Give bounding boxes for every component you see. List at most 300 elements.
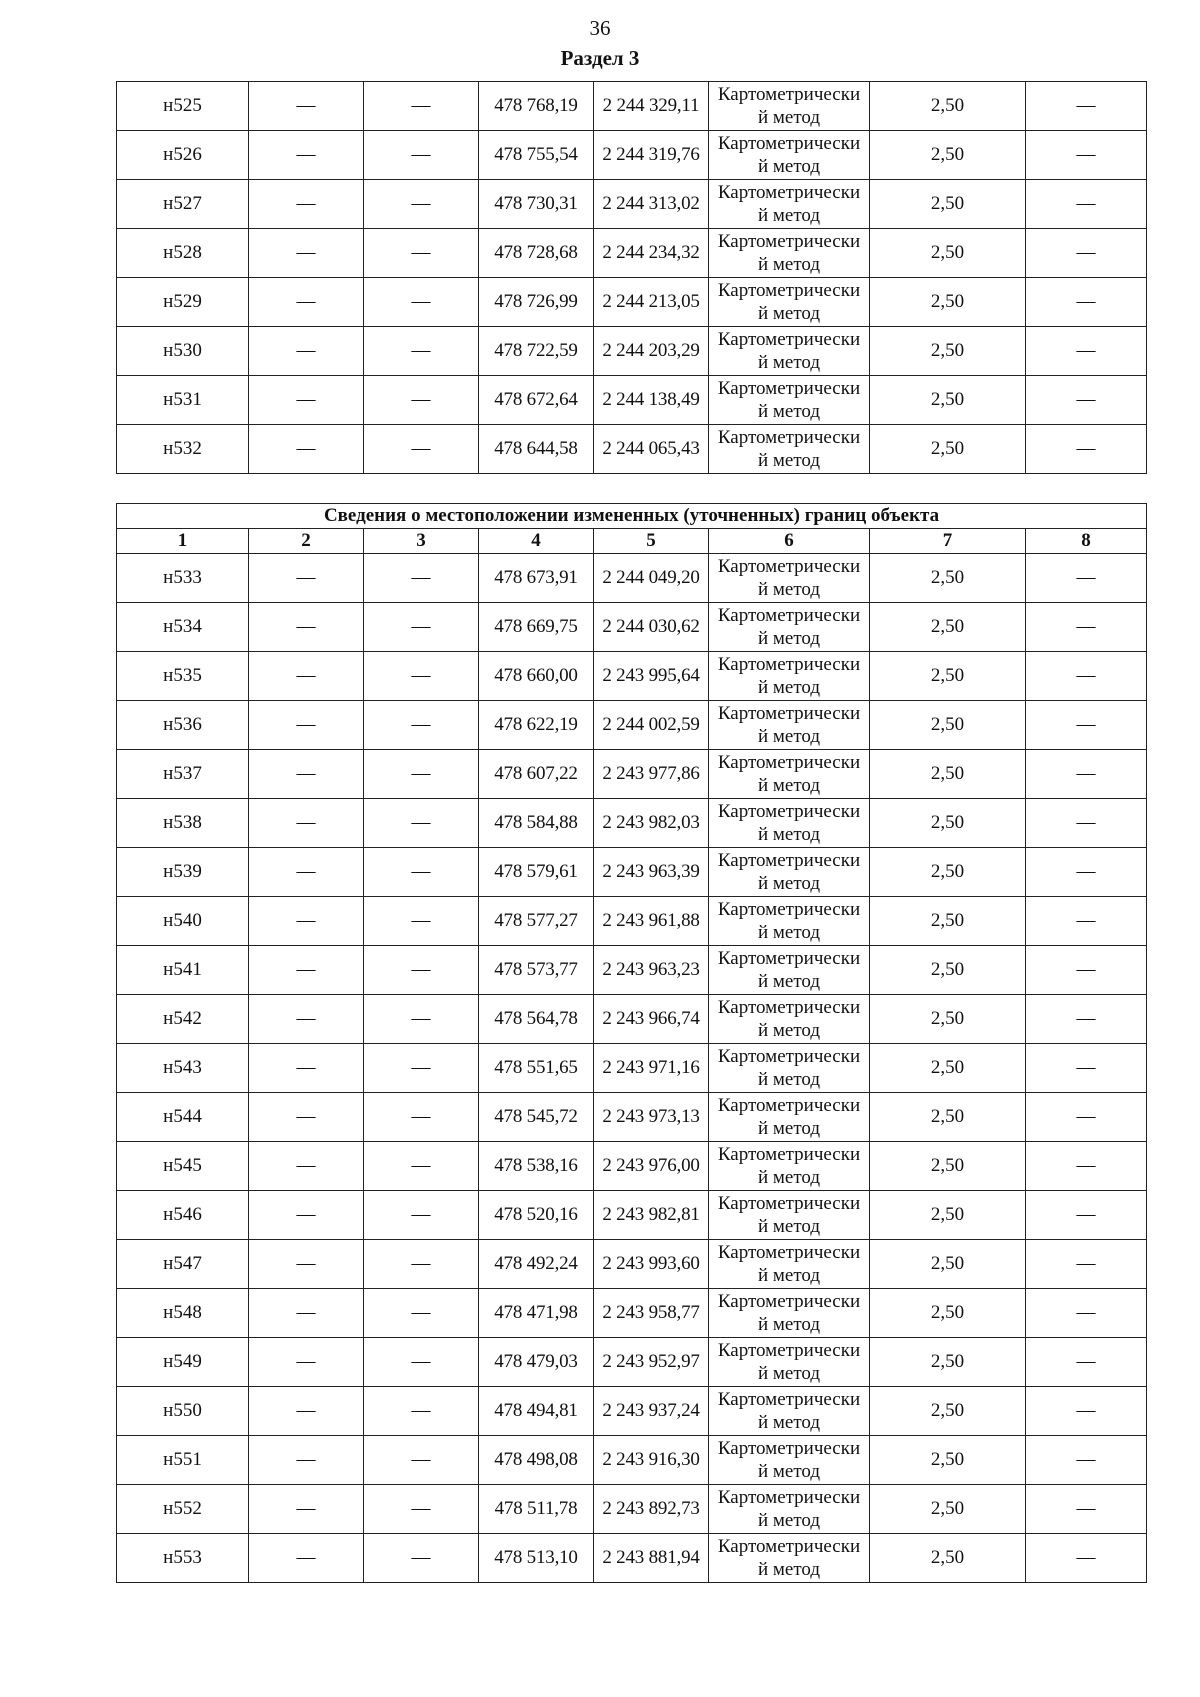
- table-row: [117, 180, 1147, 229]
- method-cell: [709, 652, 870, 701]
- col8-cell: —: [1026, 799, 1147, 848]
- method-line: Картометрически: [717, 1144, 861, 1165]
- method-cell: [709, 376, 870, 425]
- accuracy-cell: 2,50: [870, 327, 1026, 376]
- col3-cell: —: [364, 278, 479, 327]
- col2-cell: —: [249, 82, 364, 131]
- col8-cell: —: [1026, 180, 1147, 229]
- accuracy-cell: 2,50: [870, 652, 1026, 701]
- accuracy-cell: 2,50: [870, 1436, 1026, 1485]
- y-coordinate-cell: 2 244 138,49: [594, 376, 709, 425]
- y-coordinate-cell: 2 243 966,74: [594, 995, 709, 1044]
- column-number-header: 6: [709, 529, 870, 554]
- method-cell: [709, 229, 870, 278]
- table-row: [117, 376, 1147, 425]
- col8-cell: —: [1026, 1044, 1147, 1093]
- table-row: [117, 750, 1147, 799]
- accuracy-cell: 2,50: [870, 897, 1026, 946]
- col8-cell: —: [1026, 376, 1147, 425]
- point-cell: н548: [117, 1289, 249, 1338]
- col3-cell: —: [364, 1338, 479, 1387]
- method-line: й метод: [757, 1559, 821, 1580]
- y-coordinate-cell: 2 243 973,13: [594, 1093, 709, 1142]
- method-cell: [709, 131, 870, 180]
- method-line: й метод: [757, 1510, 821, 1531]
- table-row: [117, 848, 1147, 897]
- x-coordinate-cell: 478 728,68: [479, 229, 594, 278]
- col3-cell: —: [364, 1093, 479, 1142]
- method-line: й метод: [757, 922, 821, 943]
- col3-cell: —: [364, 946, 479, 995]
- col3-cell: —: [364, 1485, 479, 1534]
- col8-cell: —: [1026, 82, 1147, 131]
- col2-cell: —: [249, 897, 364, 946]
- col2-cell: —: [249, 278, 364, 327]
- accuracy-cell: 2,50: [870, 1534, 1026, 1583]
- table-row: [117, 799, 1147, 848]
- x-coordinate-cell: 478 768,19: [479, 82, 594, 131]
- accuracy-cell: 2,50: [870, 1142, 1026, 1191]
- method-line: й метод: [757, 1167, 821, 1188]
- table-row: [117, 82, 1147, 131]
- x-coordinate-cell: 478 622,19: [479, 701, 594, 750]
- accuracy-cell: 2,50: [870, 1093, 1026, 1142]
- table-row: [117, 995, 1147, 1044]
- method-line: Картометрически: [717, 182, 861, 203]
- section-title: Раздел 3: [560, 46, 640, 70]
- col2-cell: —: [249, 229, 364, 278]
- method-line: Картометрически: [717, 1291, 861, 1312]
- method-line: Картометрически: [717, 1340, 861, 1361]
- col8-cell: —: [1026, 229, 1147, 278]
- method-line: й метод: [757, 1265, 821, 1286]
- col3-cell: —: [364, 82, 479, 131]
- table-row: [117, 131, 1147, 180]
- col2-cell: —: [249, 946, 364, 995]
- method-line: Картометрически: [717, 654, 861, 675]
- method-line: й метод: [757, 254, 821, 275]
- method-line: Картометрически: [717, 133, 861, 154]
- table-row: [117, 946, 1147, 995]
- method-line: й метод: [757, 156, 821, 177]
- method-line: й метод: [757, 677, 821, 698]
- method-cell: [709, 799, 870, 848]
- table-row: [117, 897, 1147, 946]
- y-coordinate-cell: 2 244 049,20: [594, 554, 709, 603]
- x-coordinate-cell: 478 494,81: [479, 1387, 594, 1436]
- method-line: й метод: [757, 205, 821, 226]
- method-cell: [709, 701, 870, 750]
- method-line: й метод: [757, 726, 821, 747]
- point-cell: н532: [117, 425, 249, 474]
- col2-cell: —: [249, 1534, 364, 1583]
- col2-cell: —: [249, 1191, 364, 1240]
- point-cell: н540: [117, 897, 249, 946]
- y-coordinate-cell: 2 243 982,03: [594, 799, 709, 848]
- col2-cell: —: [249, 1240, 364, 1289]
- method-line: й метод: [757, 971, 821, 992]
- col8-cell: —: [1026, 995, 1147, 1044]
- table-body: [117, 82, 1147, 474]
- method-line: й метод: [757, 775, 821, 796]
- method-line: й метод: [757, 303, 821, 324]
- x-coordinate-cell: 478 579,61: [479, 848, 594, 897]
- x-coordinate-cell: 478 755,54: [479, 131, 594, 180]
- y-coordinate-cell: 2 244 329,11: [594, 82, 709, 131]
- method-cell: [709, 995, 870, 1044]
- accuracy-cell: 2,50: [870, 946, 1026, 995]
- method-cell: [709, 1485, 870, 1534]
- method-line: й метод: [757, 352, 821, 373]
- x-coordinate-cell: 478 577,27: [479, 897, 594, 946]
- method-cell: [709, 1338, 870, 1387]
- col3-cell: —: [364, 995, 479, 1044]
- col8-cell: —: [1026, 701, 1147, 750]
- method-cell: [709, 327, 870, 376]
- col8-cell: —: [1026, 1387, 1147, 1436]
- x-coordinate-cell: 478 479,03: [479, 1338, 594, 1387]
- method-line: й метод: [757, 628, 821, 649]
- x-coordinate-cell: 478 673,91: [479, 554, 594, 603]
- col8-cell: —: [1026, 750, 1147, 799]
- method-line: Картометрически: [717, 1095, 861, 1116]
- y-coordinate-cell: 2 244 002,59: [594, 701, 709, 750]
- y-coordinate-cell: 2 243 961,88: [594, 897, 709, 946]
- coordinates-table-continued: [116, 81, 1147, 474]
- col3-cell: —: [364, 376, 479, 425]
- accuracy-cell: 2,50: [870, 1289, 1026, 1338]
- col2-cell: —: [249, 554, 364, 603]
- point-cell: н543: [117, 1044, 249, 1093]
- method-line: Картометрически: [717, 1242, 861, 1263]
- table-row: [117, 701, 1147, 750]
- method-line: й метод: [757, 1461, 821, 1482]
- page-number: 36: [589, 16, 611, 40]
- col3-cell: —: [364, 131, 479, 180]
- col8-cell: —: [1026, 848, 1147, 897]
- y-coordinate-cell: 2 243 995,64: [594, 652, 709, 701]
- x-coordinate-cell: 478 607,22: [479, 750, 594, 799]
- table-row: [117, 229, 1147, 278]
- table-body: [117, 554, 1147, 1583]
- point-cell: н534: [117, 603, 249, 652]
- col3-cell: —: [364, 897, 479, 946]
- col2-cell: —: [249, 652, 364, 701]
- col2-cell: —: [249, 327, 364, 376]
- method-line: й метод: [757, 1363, 821, 1384]
- method-cell: [709, 1534, 870, 1583]
- method-line: й метод: [757, 1020, 821, 1041]
- method-line: Картометрически: [717, 378, 861, 399]
- accuracy-cell: 2,50: [870, 848, 1026, 897]
- method-cell: [709, 1093, 870, 1142]
- point-cell: н544: [117, 1093, 249, 1142]
- method-line: Картометрически: [717, 1193, 861, 1214]
- col2-cell: —: [249, 180, 364, 229]
- point-cell: н531: [117, 376, 249, 425]
- point-cell: н525: [117, 82, 249, 131]
- col8-cell: —: [1026, 554, 1147, 603]
- col3-cell: —: [364, 425, 479, 474]
- x-coordinate-cell: 478 492,24: [479, 1240, 594, 1289]
- col3-cell: —: [364, 603, 479, 652]
- y-coordinate-cell: 2 244 213,05: [594, 278, 709, 327]
- method-line: й метод: [757, 1118, 821, 1139]
- method-line: Картометрически: [717, 752, 861, 773]
- y-coordinate-cell: 2 243 963,39: [594, 848, 709, 897]
- accuracy-cell: 2,50: [870, 229, 1026, 278]
- method-line: й метод: [757, 107, 821, 128]
- col8-cell: —: [1026, 327, 1147, 376]
- col8-cell: —: [1026, 897, 1147, 946]
- y-coordinate-cell: 2 243 892,73: [594, 1485, 709, 1534]
- point-cell: н526: [117, 131, 249, 180]
- method-line: Картометрически: [717, 556, 861, 577]
- table-row: [117, 1534, 1147, 1583]
- accuracy-cell: 2,50: [870, 131, 1026, 180]
- y-coordinate-cell: 2 243 958,77: [594, 1289, 709, 1338]
- column-number-header: 1: [117, 529, 249, 554]
- method-cell: [709, 1387, 870, 1436]
- method-cell: [709, 180, 870, 229]
- col3-cell: —: [364, 848, 479, 897]
- changed-boundaries-table: [116, 503, 1147, 1583]
- accuracy-cell: 2,50: [870, 1338, 1026, 1387]
- accuracy-cell: 2,50: [870, 750, 1026, 799]
- table-row: [117, 1142, 1147, 1191]
- col2-cell: —: [249, 1289, 364, 1338]
- x-coordinate-cell: 478 471,98: [479, 1289, 594, 1338]
- accuracy-cell: 2,50: [870, 82, 1026, 131]
- col2-cell: —: [249, 1093, 364, 1142]
- table-row: [117, 1191, 1147, 1240]
- method-line: Картометрически: [717, 280, 861, 301]
- column-number-row: [117, 529, 1147, 554]
- accuracy-cell: 2,50: [870, 376, 1026, 425]
- col2-cell: —: [249, 1485, 364, 1534]
- table-row: [117, 1338, 1147, 1387]
- x-coordinate-cell: 478 672,64: [479, 376, 594, 425]
- table-row: [117, 1387, 1147, 1436]
- method-line: Картометрически: [717, 801, 861, 822]
- method-cell: [709, 1044, 870, 1093]
- col2-cell: —: [249, 750, 364, 799]
- method-line: Картометрически: [717, 703, 861, 724]
- accuracy-cell: 2,50: [870, 1387, 1026, 1436]
- y-coordinate-cell: 2 244 065,43: [594, 425, 709, 474]
- table-row: [117, 1240, 1147, 1289]
- col2-cell: —: [249, 131, 364, 180]
- point-cell: н553: [117, 1534, 249, 1583]
- accuracy-cell: 2,50: [870, 1191, 1026, 1240]
- point-cell: н535: [117, 652, 249, 701]
- x-coordinate-cell: 478 584,88: [479, 799, 594, 848]
- method-cell: [709, 1289, 870, 1338]
- method-cell: [709, 1191, 870, 1240]
- col2-cell: —: [249, 701, 364, 750]
- x-coordinate-cell: 478 573,77: [479, 946, 594, 995]
- x-coordinate-cell: 478 538,16: [479, 1142, 594, 1191]
- accuracy-cell: 2,50: [870, 554, 1026, 603]
- method-line: Картометрически: [717, 1046, 861, 1067]
- method-line: й метод: [757, 1314, 821, 1335]
- accuracy-cell: 2,50: [870, 701, 1026, 750]
- accuracy-cell: 2,50: [870, 1240, 1026, 1289]
- point-cell: н547: [117, 1240, 249, 1289]
- accuracy-cell: 2,50: [870, 180, 1026, 229]
- column-number-header: 5: [594, 529, 709, 554]
- method-line: Картометрически: [717, 1536, 861, 1557]
- col3-cell: —: [364, 1387, 479, 1436]
- col3-cell: —: [364, 327, 479, 376]
- method-line: Картометрически: [717, 899, 861, 920]
- table-row: [117, 554, 1147, 603]
- table-caption-row: [117, 504, 1147, 529]
- point-cell: н533: [117, 554, 249, 603]
- y-coordinate-cell: 2 243 952,97: [594, 1338, 709, 1387]
- x-coordinate-cell: 478 551,65: [479, 1044, 594, 1093]
- y-coordinate-cell: 2 243 976,00: [594, 1142, 709, 1191]
- method-line: Картометрически: [717, 329, 861, 350]
- y-coordinate-cell: 2 244 313,02: [594, 180, 709, 229]
- point-cell: н539: [117, 848, 249, 897]
- table-row: [117, 652, 1147, 701]
- col3-cell: —: [364, 229, 479, 278]
- point-cell: н550: [117, 1387, 249, 1436]
- col2-cell: —: [249, 1436, 364, 1485]
- x-coordinate-cell: 478 660,00: [479, 652, 594, 701]
- col8-cell: —: [1026, 1093, 1147, 1142]
- method-cell: [709, 946, 870, 995]
- x-coordinate-cell: 478 722,59: [479, 327, 594, 376]
- col8-cell: —: [1026, 946, 1147, 995]
- col2-cell: —: [249, 425, 364, 474]
- method-line: Картометрически: [717, 997, 861, 1018]
- col2-cell: —: [249, 1142, 364, 1191]
- col8-cell: —: [1026, 425, 1147, 474]
- table-row: [117, 1093, 1147, 1142]
- point-cell: н538: [117, 799, 249, 848]
- method-line: Картометрически: [717, 850, 861, 871]
- col8-cell: —: [1026, 652, 1147, 701]
- method-cell: [709, 897, 870, 946]
- col3-cell: —: [364, 701, 479, 750]
- point-cell: н536: [117, 701, 249, 750]
- point-cell: н528: [117, 229, 249, 278]
- col8-cell: —: [1026, 1289, 1147, 1338]
- col8-cell: —: [1026, 1142, 1147, 1191]
- col3-cell: —: [364, 1240, 479, 1289]
- method-cell: [709, 750, 870, 799]
- accuracy-cell: 2,50: [870, 1044, 1026, 1093]
- method-line: Картометрически: [717, 1487, 861, 1508]
- method-line: Картометрически: [717, 84, 861, 105]
- accuracy-cell: 2,50: [870, 995, 1026, 1044]
- point-cell: н529: [117, 278, 249, 327]
- method-line: Картометрически: [717, 427, 861, 448]
- point-cell: н551: [117, 1436, 249, 1485]
- x-coordinate-cell: 478 513,10: [479, 1534, 594, 1583]
- method-line: Картометрически: [717, 948, 861, 969]
- x-coordinate-cell: 478 545,72: [479, 1093, 594, 1142]
- table-row: [117, 603, 1147, 652]
- table-caption: Сведения о местоположении измененных (уточненных) границ объекта: [117, 504, 1147, 529]
- table-row: [117, 1485, 1147, 1534]
- x-coordinate-cell: 478 644,58: [479, 425, 594, 474]
- col8-cell: —: [1026, 1485, 1147, 1534]
- accuracy-cell: 2,50: [870, 1485, 1026, 1534]
- column-number-header: 4: [479, 529, 594, 554]
- col8-cell: —: [1026, 278, 1147, 327]
- method-line: й метод: [757, 401, 821, 422]
- x-coordinate-cell: 478 730,31: [479, 180, 594, 229]
- col2-cell: —: [249, 848, 364, 897]
- col8-cell: —: [1026, 1338, 1147, 1387]
- y-coordinate-cell: 2 244 030,62: [594, 603, 709, 652]
- method-line: й метод: [757, 1216, 821, 1237]
- col3-cell: —: [364, 1044, 479, 1093]
- col3-cell: —: [364, 652, 479, 701]
- method-line: й метод: [757, 873, 821, 894]
- method-line: й метод: [757, 1412, 821, 1433]
- y-coordinate-cell: 2 243 977,86: [594, 750, 709, 799]
- point-cell: н537: [117, 750, 249, 799]
- point-cell: н530: [117, 327, 249, 376]
- column-number-header: 3: [364, 529, 479, 554]
- col2-cell: —: [249, 376, 364, 425]
- x-coordinate-cell: 478 498,08: [479, 1436, 594, 1485]
- y-coordinate-cell: 2 243 982,81: [594, 1191, 709, 1240]
- col3-cell: —: [364, 799, 479, 848]
- col2-cell: —: [249, 799, 364, 848]
- method-line: й метод: [757, 824, 821, 845]
- method-line: Картометрически: [717, 1389, 861, 1410]
- method-line: Картометрически: [717, 1438, 861, 1459]
- table-row: [117, 1044, 1147, 1093]
- method-line: й метод: [757, 1069, 821, 1090]
- x-coordinate-cell: 478 564,78: [479, 995, 594, 1044]
- method-line: Картометрически: [717, 605, 861, 626]
- col8-cell: —: [1026, 1191, 1147, 1240]
- x-coordinate-cell: 478 511,78: [479, 1485, 594, 1534]
- method-cell: [709, 554, 870, 603]
- point-cell: н545: [117, 1142, 249, 1191]
- table-row: [117, 1436, 1147, 1485]
- col3-cell: —: [364, 1534, 479, 1583]
- col2-cell: —: [249, 1044, 364, 1093]
- method-cell: [709, 278, 870, 327]
- col8-cell: —: [1026, 1240, 1147, 1289]
- column-number-header: 8: [1026, 529, 1147, 554]
- col3-cell: —: [364, 554, 479, 603]
- column-number-header: 2: [249, 529, 364, 554]
- x-coordinate-cell: 478 520,16: [479, 1191, 594, 1240]
- y-coordinate-cell: 2 243 971,16: [594, 1044, 709, 1093]
- accuracy-cell: 2,50: [870, 799, 1026, 848]
- point-cell: н541: [117, 946, 249, 995]
- column-number-header: 7: [870, 529, 1026, 554]
- col3-cell: —: [364, 1436, 479, 1485]
- table-row: [117, 425, 1147, 474]
- point-cell: н546: [117, 1191, 249, 1240]
- method-line: Картометрически: [717, 231, 861, 252]
- col3-cell: —: [364, 1142, 479, 1191]
- accuracy-cell: 2,50: [870, 425, 1026, 474]
- col8-cell: —: [1026, 603, 1147, 652]
- y-coordinate-cell: 2 244 319,76: [594, 131, 709, 180]
- method-cell: [709, 1240, 870, 1289]
- method-cell: [709, 1142, 870, 1191]
